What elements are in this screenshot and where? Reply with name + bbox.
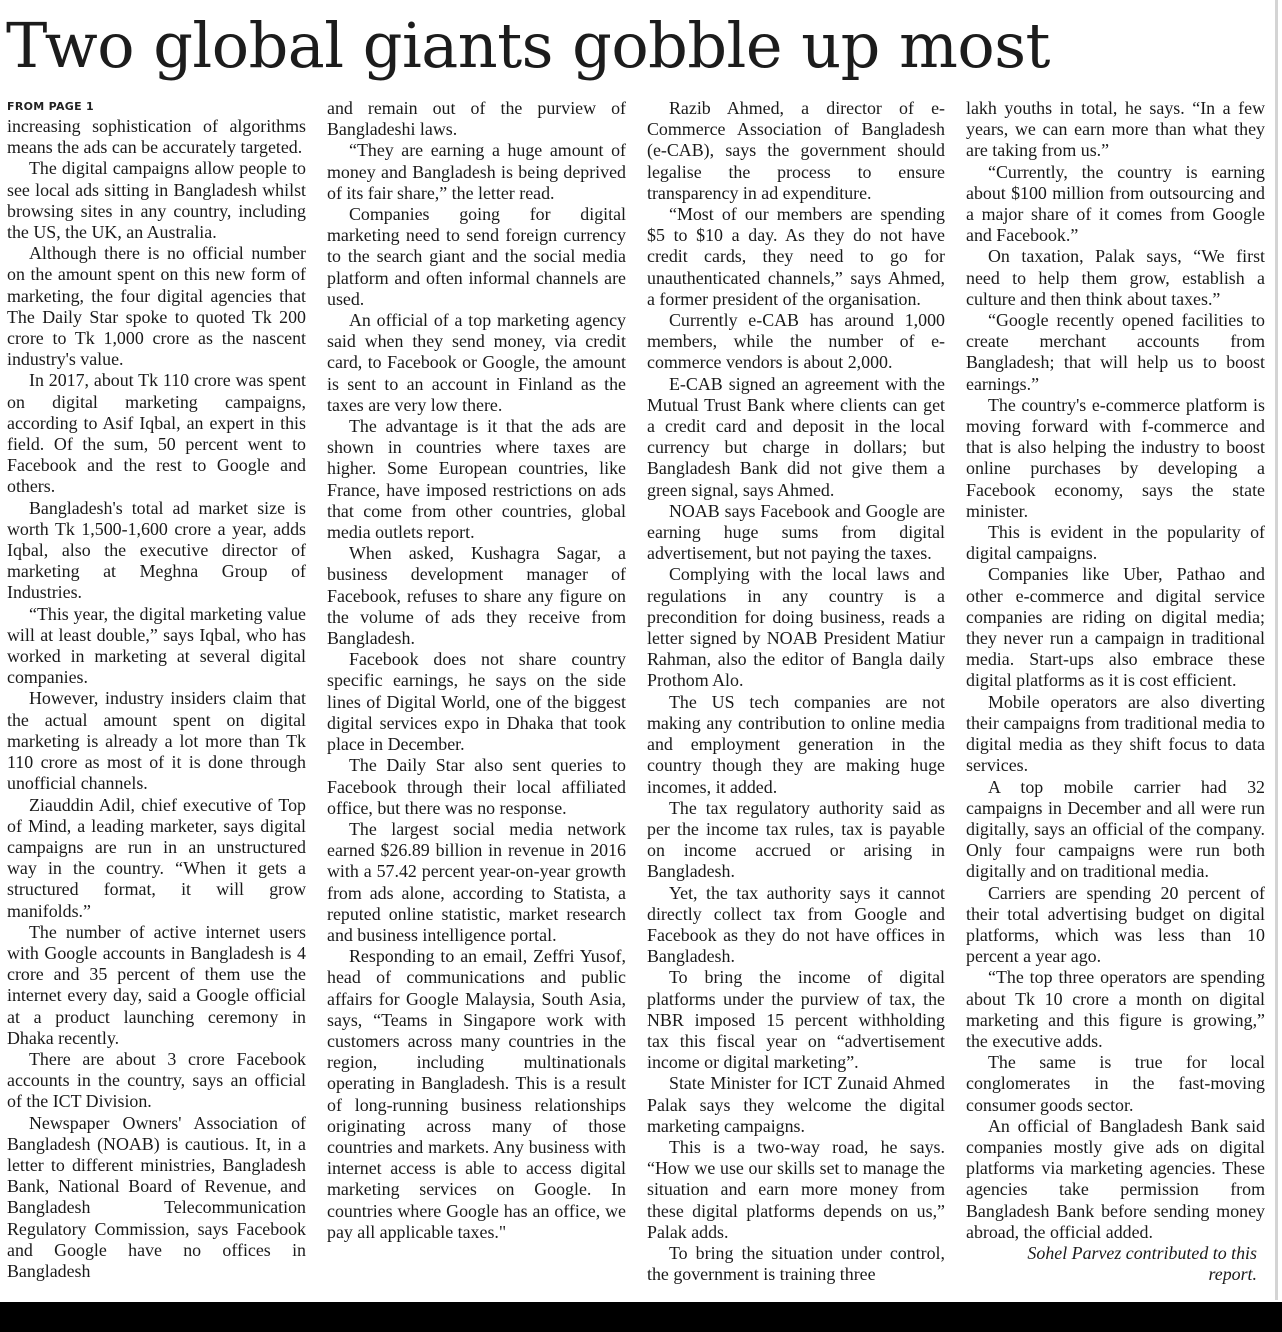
paragraph: increasing sophistication of algorithms means the ads can be accurately targeted. [7, 116, 306, 158]
article-column-2 [327, 98, 626, 1302]
paragraph: Companies going for digital marketing need to send foreign currency to the search giant and the social media platform and often informal channels are used. [327, 204, 626, 309]
paragraph: “Google recently opened facilities to create merchant accounts from Bangladesh; that will help us to boost earnings.” [966, 310, 1265, 394]
paragraph: Complying with the local laws and regulations in any country is a precondition for doing business, reads a letter signed by NOAB President Matiur Rahman, also the editor of Bangla daily Prothom Alo. [647, 564, 945, 691]
scan-bottom-border [0, 1302, 1282, 1332]
paragraph: NOAB says Facebook and Google are earning huge sums from digital advertisement, but not paying the taxes. [647, 500, 945, 564]
contributor-credit: Sohel Parvez contributed to this report. [1027, 1242, 1257, 1285]
paragraph: lakh youths in total, he says. “In a few years, we can earn more than what they are taking from us.” [966, 98, 1265, 161]
paragraph: An official of Bangladesh Bank said companies mostly give ads on digital platforms via marketing agencies. These agencies take permission from Bangladesh Bank before sending money abroad, the official added. [966, 1115, 1265, 1242]
paragraph: State Minister for ICT Zunaid Ahmed Palak says they welcome the digital marketing campaigns. [647, 1073, 945, 1136]
paragraph: An official of a top marketing agency said when they send money, via credit card, to Facebook or Google, the amount is sent to an account in Finland as the taxes are very low there. [327, 310, 626, 415]
paragraph: The country's e-commerce platform is moving forward with f-commerce and that is also helping the industry to boost online purchases by developing a Facebook economy, says the state minister. [966, 394, 1265, 521]
paragraph: Bangladesh's total ad market size is worth Tk 1,500-1,600 crore a year, adds Iqbal, also the executive director of marketing at Meghna Group of Industries. [7, 497, 306, 603]
paragraph: “Most of our members are spending $5 to $10 a day. As they do not have credit cards, they need to go for unauthenticated channels,” says Ahmed, a former president of the organisation. [647, 204, 945, 309]
paragraph: To bring the situation under control, the government is training three [647, 1242, 945, 1285]
paragraph: “Currently, the country is earning about $100 million from outsourcing and a major share of it comes from Google and Facebook.” [966, 161, 1265, 246]
paragraph: The advantage is it that the ads are shown in countries where taxes are higher. Some European countries, like France, have imposed restrictions on ads that come from other countries, global media outlets report. [327, 416, 626, 543]
headline: Two global giants gobble up most [6, 9, 1050, 82]
paragraph: Companies like Uber, Pathao and other e-commerce and digital service companies are riding on digital media; they never run a campaign in traditional media. Start-ups also embrace these digital platforms as it is cost efficient. [966, 564, 1265, 691]
paragraph: When asked, Kushagra Sagar, a business development manager of Facebook, refuses to share any figure on the volume of ads they receive from Bangladesh. [327, 543, 626, 649]
paragraph: Currently e-CAB has around 1,000 members, while the number of e-commerce vendors is about 2,000. [647, 310, 945, 373]
paragraph: The tax regulatory authority said as per the income tax rules, tax is payable on income accrued or arising in Bangladesh. [647, 797, 945, 882]
paragraph: On taxation, Palak says, “We first need to help them grow, establish a culture and then think about taxes.” [966, 246, 1265, 309]
paragraph: Ziauddin Adil, chief executive of Top of Mind, a leading marketer, says digital campaigns are run in an unstructured way in the country. “When it gets a structured format, it will grow manifolds.” [7, 794, 306, 921]
paragraph: “They are earning a huge amount of money and Bangladesh is being deprived of its fair share,” the letter read. [327, 140, 626, 203]
paragraph: Newspaper Owners' Association of Bangladesh (NOAB) is cautious. It, in a letter to different ministries, Bangladesh Bank, National Board of Revenue, and Bangladesh Telecommunication Regulatory Commission, says Facebook and Google have no offices in Bangladesh [7, 1112, 306, 1281]
paragraph: This is a two-way road, he says. “How we use our skills set to manage the situation and earn more money from these digital platforms depends on us,” Palak adds. [647, 1136, 945, 1242]
paragraph: The largest social media network earned $26.89 billion in revenue in 2016 with a 57.42 percent year-on-year growth from ads alone, according to Statista, a reputed online statistic, market research and business intelligence portal. [327, 818, 626, 945]
article-column-3 [647, 98, 945, 1302]
paragraph: The number of active internet users with Google accounts in Bangladesh is 4 crore and 35 percent of them use the internet every day, said a Google official at a product launching ceremony in Dhaka recently. [7, 921, 306, 1048]
paragraph: and remain out of the purview of Bangladeshi laws. [327, 98, 626, 140]
paragraph: Yet, the tax authority says it cannot directly collect tax from Google and Facebook as they do not have offices in Bangladesh. [647, 882, 945, 967]
paragraph: The Daily Star also sent queries to Facebook through their local affiliated office, but there was no response. [327, 755, 626, 818]
paragraph: This is evident in the popularity of digital campaigns. [966, 522, 1265, 564]
paragraph: A top mobile carrier had 32 campaigns in December and all were run digitally, says an official of the company. Only four campaigns were run both digitally and on traditional media. [966, 776, 1265, 882]
paragraph: The digital campaigns allow people to see local ads sitting in Bangladesh whilst browsing sites in any country, including the US, the UK, an Australia. [7, 158, 306, 243]
paragraph: Carriers are spending 20 percent of their total advertising budget on digital platforms, which was less than 10 percent a year ago. [966, 882, 1265, 967]
paragraph: The same is true for local conglomerates in the fast-moving consumer goods sector. [966, 1052, 1265, 1115]
paragraph: To bring the income of digital platforms under the purview of tax, the NBR imposed 15 percent withholding tax this fiscal year on “advertisement income or digital marketing”. [647, 967, 945, 1073]
paragraph: The US tech companies are not making any contribution to online media and employment generation in the country though they are making huge incomes, it added. [647, 691, 945, 797]
paragraph: Facebook does not share country specific earnings, he says on the side lines of Digital World, one of the biggest digital services expo in Dhaka that took place in December. [327, 649, 626, 755]
continuation-kicker: FROM PAGE 1 [7, 100, 95, 113]
paragraph: “The top three operators are spending about Tk 10 crore a month on digital marketing and this figure is growing,” the executive adds. [966, 967, 1265, 1051]
article-column-4 [966, 98, 1265, 1302]
paragraph: Although there is no official number on the amount spent on this new form of marketing, the four digital agencies that The Daily Star spoke to quoted Tk 200 crore to Tk 1,000 crore as the nascent industry's value. [7, 243, 306, 370]
paragraph: Razib Ahmed, a director of e-Commerce Association of Bangladesh (e-CAB), says the government should legalise the process to ensure transparency in ad expenditure. [647, 98, 945, 203]
paragraph: E-CAB signed an agreement with the Mutual Trust Bank where clients can get a credit card and deposit in the local currency but charge in dollars; but Bangladesh Bank did not give them a green signal, says Ahmed. [647, 373, 945, 500]
paragraph: “This year, the digital marketing value will at least double,” says Iqbal, who has worked in marketing at several digital companies. [7, 603, 306, 688]
article-column-1 [7, 98, 306, 1302]
paragraph: However, industry insiders claim that the actual amount spent on digital marketing is already a lot more than Tk 110 crore as most of it is done through unofficial channels. [7, 688, 306, 794]
paragraph: Mobile operators are also diverting their campaigns from traditional media to digital media as they shift focus to data services. [966, 691, 1265, 776]
paragraph: Responding to an email, Zeffri Yusof, head of communications and public affairs for Google Malaysia, South Asia, says, “Teams in Singapore work with customers across many countries in the region, including multinationals operating in Bangladesh. This is a result of long-running business relationships originating across many of those countries and markets. Any business with internet access is able to access digital marketing services on Google. In countries where Google has an office, we pay all applicable taxes." [327, 946, 626, 1242]
paragraph: In 2017, about Tk 110 crore was spent on digital marketing campaigns, according to Asif Iqbal, an expert in this field. Of the sum, 50 percent went to Facebook and the rest to Google and others. [7, 370, 306, 497]
paragraph: There are about 3 crore Facebook accounts in the country, says an official of the ICT Division. [7, 1048, 306, 1112]
page-edge-rule [1275, 0, 1278, 1300]
